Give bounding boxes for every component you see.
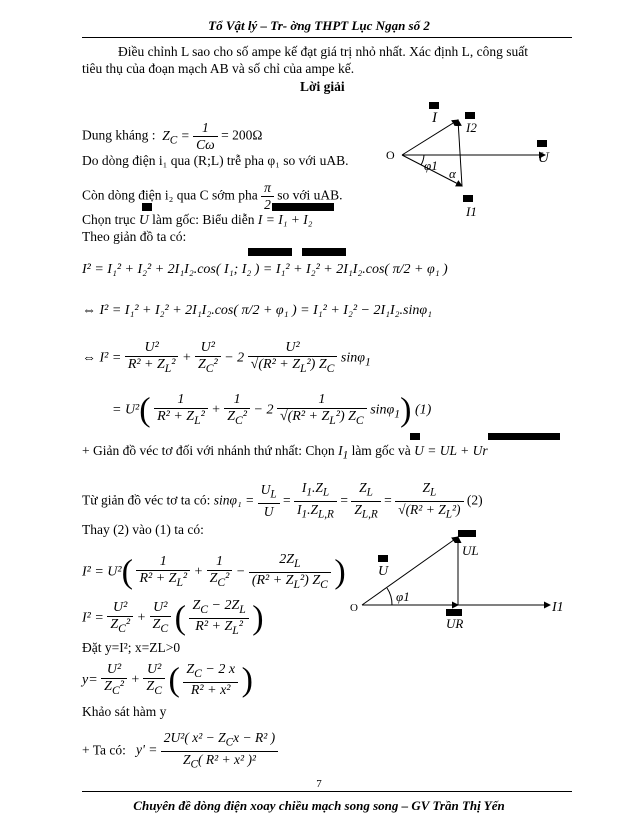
eq-sin: sinφ₁ = bbox=[213, 492, 255, 508]
header-rule bbox=[82, 37, 572, 38]
label-i2: I2 bbox=[466, 120, 477, 135]
page-number: 7 bbox=[316, 778, 322, 790]
redaction-block bbox=[463, 195, 473, 202]
redaction-block bbox=[446, 609, 462, 616]
giando-i1: $I_1$ bbox=[338, 443, 349, 462]
zc-line bbox=[82, 120, 262, 153]
solution-title: Lời giải bbox=[300, 79, 345, 94]
label-ur: UR bbox=[446, 616, 464, 631]
line-thay: Thay (2) vào (1) ta có: bbox=[82, 522, 204, 537]
line-giando bbox=[82, 443, 488, 464]
eq6-frac-c: $\frac{Z_C - 2Z_L}{R^2 + Z_L^2}$ bbox=[189, 598, 248, 639]
eq6-frac-b: $\frac{\text{U²}}{Z_C}$ bbox=[150, 600, 172, 637]
dung-khang-label: Dung kháng : bbox=[82, 127, 156, 143]
pi-over-2: $\frac{\pi}{2}$ bbox=[261, 180, 274, 213]
label-i1: I1 bbox=[466, 204, 477, 219]
eq3-frac-a: $\frac{\text{U²}}{R^2 + Z_L^2}$ bbox=[125, 340, 179, 377]
giando-a: + Giản đồ véc tơ đối với nhánh thứ nhất: Chọn bbox=[82, 443, 335, 458]
label-ul: UL bbox=[462, 543, 479, 558]
eq-3-prefix: ⇔ I² = bbox=[82, 350, 122, 366]
axis-u: U bbox=[139, 212, 153, 227]
zc-fraction: $\frac{1}{C\omega}$ bbox=[193, 120, 218, 153]
line-i2-a: Còn dòng điện i₂ qua C sớm pha bbox=[82, 187, 258, 203]
sin-frac-a: $\frac{U_L}{U}$ bbox=[258, 482, 280, 520]
taco-label: + Ta có: bbox=[82, 742, 126, 758]
eq5-frac-c: $\frac{2Z_L}{(R^2 + Z_L^2) Z_C}$ bbox=[249, 552, 331, 593]
redaction-block bbox=[378, 555, 388, 562]
eq4-frac-b: $\frac{1}{Z_C^2}$ bbox=[224, 392, 250, 429]
eq-4: = U²( $\frac{1}{R^2 + Z_L^2}$ + $\frac{1}{Z_C^2}$ − 2 $\frac{1}{√(R^2 + Z_L^2) Z_C}$ sinφ$_1$) (1) bbox=[112, 391, 432, 429]
redaction-block bbox=[465, 112, 475, 119]
eq7-frac-a: $\frac{\text{U²}}{Z_C^2}$ bbox=[101, 662, 127, 699]
line-axis-c: I = I₁ + I₂ bbox=[257, 212, 313, 227]
footer-rule bbox=[82, 791, 572, 792]
eq-5: I² = U²( $\frac{1}{R^2 + Z_L^2}$ + $\frac{1}{Z_C^2}$ − $\frac{2Z_L}{(R^2 + Z_L^2) Z_C}$ ) bbox=[82, 552, 346, 591]
redaction-block bbox=[248, 248, 292, 256]
line-taco bbox=[82, 730, 278, 772]
line-i2-b: so với uAB. bbox=[277, 187, 343, 203]
redaction-block bbox=[488, 433, 560, 440]
redaction-block bbox=[142, 203, 152, 211]
redaction-block bbox=[272, 203, 334, 211]
deriv-frac: $\frac{2U^2( x^2 - Z_Cx - R^2 )}{Z_C( R^2 + x^2 )^2}$ bbox=[161, 730, 278, 772]
eq5-frac-a: $\frac{1}{R^2 + Z_L^2}$ bbox=[136, 554, 190, 591]
line-khaosat: Khảo sát hàm y bbox=[82, 704, 167, 719]
sin-frac-b: $\frac{I_1.Z_L}{I_1.Z_{L,R}}$ bbox=[294, 480, 337, 522]
line-axis-b: làm gốc: Biểu diễn bbox=[152, 212, 255, 227]
label-i1: I1 bbox=[552, 600, 564, 615]
sin-frac-c: $\frac{Z_L}{Z_{L,R}}$ bbox=[351, 480, 380, 522]
eq4-frac-c: $\frac{1}{√(R^2 + Z_L^2) Z_C}$ bbox=[277, 392, 367, 429]
eq-7: y= $\frac{\text{U²}}{Z_C^2}$ + $\frac{\text{U²}}{Z_C}$ ( $\frac{Z_C - 2 x}{\text{R² + x²}}$ ) bbox=[82, 661, 253, 699]
page-footer: Chuyên đề dòng điện xoay chiều mạch song song – GV Trần Thị Yến bbox=[133, 798, 505, 813]
eq-1: I² = I₁² + I₂² + 2I₁I₂.cos( I₁; I₂ ) = I₁² + I₂² + 2I₁I₂.cos( π/2 + φ₁ ) bbox=[82, 262, 448, 277]
eq-3: ⇔ I² = $\frac{\text{U²}}{R^2 + Z_L^2}$ + $\frac{\text{U²}}{Z_C^2}$ − 2 $\frac{\text{U²}}{√(R^2 + Z_L^2) Z_C}$ sinφ$_1$ bbox=[82, 340, 371, 375]
eq-6: I² = $\frac{\text{U²}}{Z_C^2}$ + $\frac{\text{U²}}{Z_C}$ ( $\frac{Z_C - 2Z_L}{R^2 + Z_L^2}$ ) bbox=[82, 598, 264, 637]
zc-value: = 200Ω bbox=[221, 127, 263, 143]
i-vector bbox=[402, 120, 458, 155]
sin-tag: (2) bbox=[466, 492, 483, 508]
giando-c: U = UL + Ur bbox=[414, 443, 488, 458]
label-phi: φ1 bbox=[396, 589, 410, 604]
tu-giando: Từ giản đồ véc tơ ta có: bbox=[82, 492, 211, 508]
eq3-frac-b: $\frac{\text{U²}}{Z_C^2}$ bbox=[195, 340, 221, 377]
redaction-block bbox=[429, 102, 439, 109]
label-phi: φ1 bbox=[424, 158, 438, 173]
eq4-frac-a: $\frac{1}{R^2 + Z_L^2}$ bbox=[154, 392, 208, 429]
eq7-frac-c: $\frac{Z_C - 2 x}{\text{R² + x²}}$ bbox=[183, 662, 238, 699]
redaction-block bbox=[458, 530, 476, 537]
zc-symbol: $Z_C$ = bbox=[158, 127, 190, 147]
label-o: O bbox=[386, 148, 395, 162]
u-vector bbox=[362, 537, 458, 605]
redaction-block bbox=[537, 140, 547, 147]
label-alpha: α bbox=[449, 166, 456, 181]
eq-2: ⇔ I² = I₁² + I₂² + 2I₁I₂.cos( π/2 + φ₁ ) = I₁² + I₂² − 2I₁I₂.sinφ₁ bbox=[82, 303, 432, 318]
redaction-block bbox=[410, 433, 420, 440]
line-sin: Từ giản đồ véc tơ ta có: sinφ₁ = $\frac{U_L}{U}$ = $\frac{I_1.Z_L}{I_1.Z_{L,R}}$ = $\frac{Z_L}{Z_{L,R}}$ = $\frac{Z_L}{√(R^2 + Z_L^2)}$ (2) bbox=[82, 480, 483, 521]
line-axis bbox=[82, 212, 312, 228]
phi-arc bbox=[387, 588, 392, 605]
line-dat: Đặt y=I²; x=ZL>0 bbox=[82, 640, 181, 655]
label-i: I bbox=[432, 110, 437, 126]
line-theo: Theo giản đồ ta có: bbox=[82, 229, 187, 244]
label-u: U bbox=[378, 564, 389, 579]
eq5-frac-b: $\frac{1}{Z_C^2}$ bbox=[207, 554, 233, 591]
giando-b: làm gốc và bbox=[351, 443, 411, 458]
label-o: O bbox=[350, 602, 358, 614]
line-axis-a: Chọn trục bbox=[82, 212, 136, 227]
i2-vector bbox=[458, 120, 462, 186]
redaction-block bbox=[302, 248, 346, 256]
phasor-diagram-1 bbox=[380, 100, 560, 225]
phasor-diagram-2 bbox=[350, 525, 580, 645]
eq7-frac-b: $\frac{\text{U²}}{Z_C}$ bbox=[143, 662, 165, 699]
page-header: Tổ Vật lý – Tr- ờng THPT Lục Ngạn số 2 bbox=[208, 18, 430, 33]
eq-derivative: y' = $\frac{2U^2( x^2 - Z_Cx - R^2 )}{Z_C( R^2 + x^2 )^2}$ bbox=[129, 742, 278, 757]
label-u: U bbox=[538, 150, 549, 166]
eq3-frac-c: $\frac{\text{U²}}{√(R^2 + Z_L^2) Z_C}$ bbox=[248, 340, 338, 377]
intro-line-1: Điều chỉnh L sao cho số ampe kế đạt giá trị nhỏ nhất. Xác định L, công suất bbox=[118, 44, 529, 59]
sin-frac-d: $\frac{Z_L}{√(R^2 + Z_L^2)}$ bbox=[395, 480, 463, 522]
intro-line-2: tiêu thụ của đoạn mạch AB và số chỉ của ampe kế. bbox=[82, 61, 355, 76]
eq6-frac-a: $\frac{\text{U²}}{Z_C^2}$ bbox=[107, 600, 133, 637]
line-i1: Do dòng điện i₁ qua (R;L) trễ pha φ₁ so với uAB. bbox=[82, 153, 349, 168]
